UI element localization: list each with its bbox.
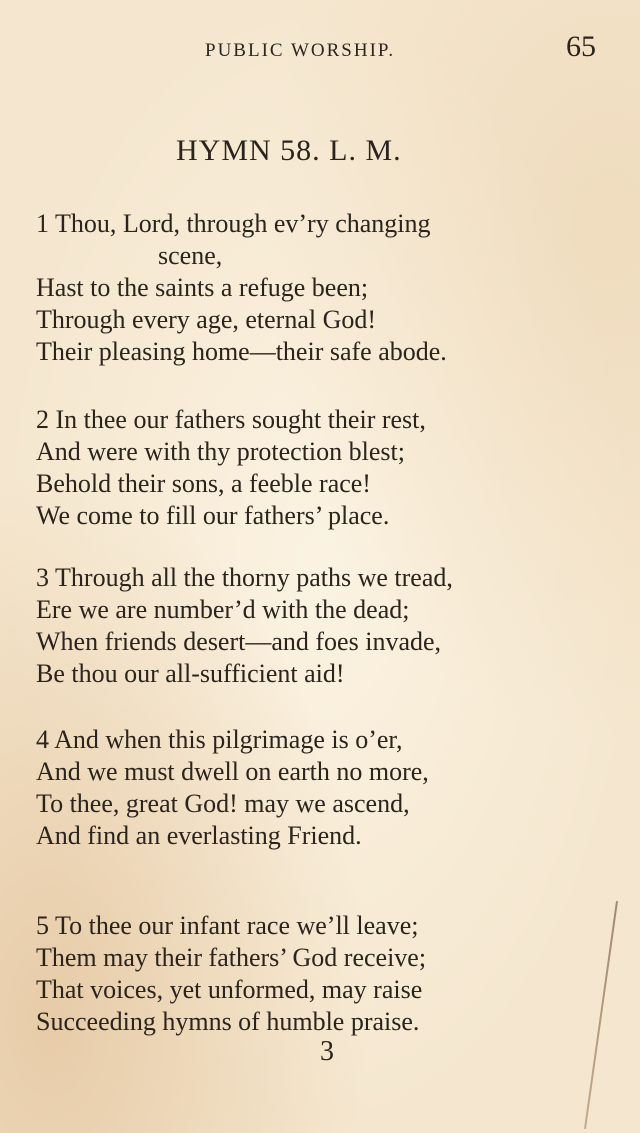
signature-mark: 3: [320, 1036, 334, 1067]
running-head: PUBLIC WORSHIP.: [205, 40, 396, 61]
page-number: 65: [566, 30, 596, 63]
verse-line: When friends desert—and foes invade,: [36, 627, 442, 656]
verse-line: That voices, yet unformed, may raise: [36, 975, 423, 1004]
verse-line: Through every age, eternal God!: [36, 305, 377, 334]
verse-line: And were with thy protection blest;: [36, 437, 405, 466]
page-edge-line: [584, 901, 618, 1129]
verse-line: Behold their sons, a feeble race!: [36, 469, 371, 498]
verse-4: [36, 724, 429, 852]
verse-line: scene,: [158, 241, 223, 270]
verse-line: Succeeding hymns of humble praise.: [36, 1007, 420, 1036]
verse-line: Them may their fathers’ God receive;: [36, 943, 427, 972]
verse-line: Their pleasing home—their safe abode.: [36, 337, 447, 366]
verse-line: We come to fill our fathers’ place.: [36, 501, 390, 530]
verse-3: [36, 562, 453, 690]
verse-line: 3 Through all the thorny paths we tread,: [36, 563, 453, 592]
verse-line: To thee, great God! may we ascend,: [36, 789, 410, 818]
verse-line: 2 In thee our fathers sought their rest,: [36, 405, 426, 434]
verse-line: 1 Thou, Lord, through ev’ry changing: [36, 209, 431, 238]
verse-line: And we must dwell on earth no more,: [36, 757, 429, 786]
verse-2: [36, 404, 426, 532]
hymn-title: HYMN 58. L. M.: [176, 134, 402, 167]
verse-line: Be thou our all-sufficient aid!: [36, 659, 345, 688]
verse-line: 5 To thee our infant race we’ll leave;: [36, 911, 419, 940]
verse-line: Hast to the saints a refuge been;: [36, 273, 369, 302]
verse-1: [36, 208, 447, 368]
verse-line: 4 And when this pilgrimage is o’er,: [36, 725, 403, 754]
verse-line: Ere we are number’d with the dead;: [36, 595, 410, 624]
verse-5: [36, 910, 426, 1038]
verse-line: And find an everlasting Friend.: [36, 821, 362, 850]
